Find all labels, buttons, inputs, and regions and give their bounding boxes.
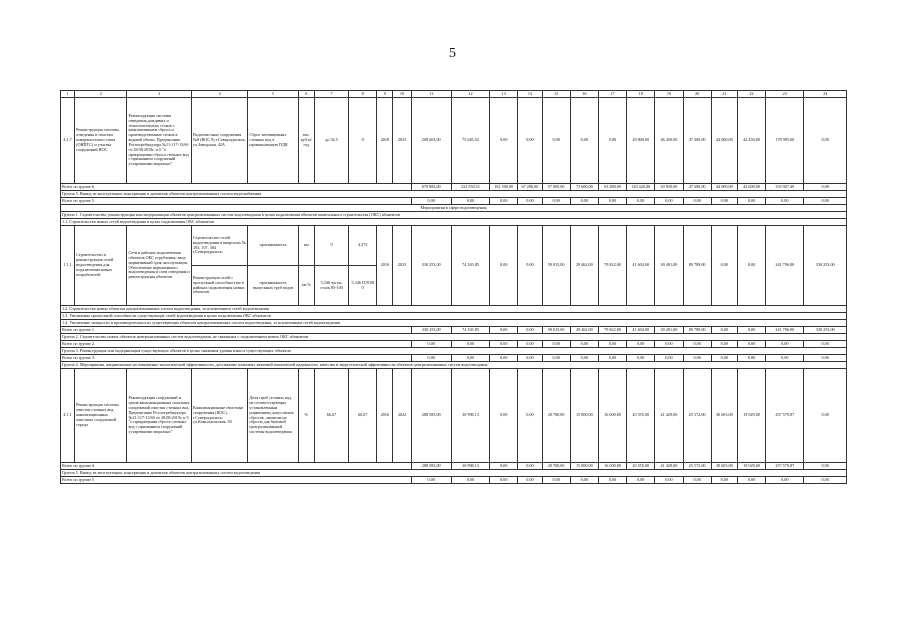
cell-value: 0,00 [490,198,518,205]
col-number: 10 [393,91,411,98]
total-label: Всего по группе 5 [61,477,412,484]
cell-value: 44 000,00 [711,98,737,184]
cell-value: 0,00 [490,463,518,470]
group-heading: Группа 4. Мероприятия, направленные на повышение экологической эффективности, достижение плановых значений показателей надежности, качества и энергетической эффективности объектов централизованных систем водоотведения [61,362,847,369]
group-total-row [61,341,847,348]
cell-value: 0,00 [518,198,542,205]
cell-value: 0,00 [711,198,737,205]
cell-value: 29 462,00 [570,226,598,306]
row-number: 4.1.1 [61,369,75,463]
cell-value: 30 998,13 [451,369,489,463]
cell-value: 0,00 [627,198,655,205]
indicator-name: Сброс неочищенных сточных вод в промышленную ПДК [248,98,298,184]
cell-value: 57 000,00 [542,184,570,191]
cell-value: 0,00 [598,98,626,184]
measure-name: Строительство и реконструкция сетей водоотведения для подключения новых потребителей [75,226,127,306]
cell-value: 0,00 [518,477,542,484]
cell-value: 257 579,87 [766,463,804,470]
cell-value: 330 253,00 [411,327,451,334]
total-label: Всего по группе 4. [61,463,412,470]
indicator-unit: км % [298,266,314,306]
measure-location: Строительство сетей водоотведения в кварталах № 103, 107, 304 г.Североуральск. [191,226,247,266]
cell-value: 20 555,00 [627,369,655,463]
cell-value: 0,00 [518,341,542,348]
cell-value: 0,00 [570,198,598,205]
cell-value: 47 300,00 [683,98,711,184]
cell-value: 0,00 [518,226,542,306]
cell-value: 0,00 [683,341,711,348]
cell-value: 288 585,00 [411,463,451,470]
col-number: 14 [518,91,542,98]
cell-value: 16 000,00 [598,463,626,470]
cell-value: 0,00 [804,463,847,470]
subgroup-heading: 1.1. Строительство новых сетей водоотведения в целях подключения ОКС абонентов [61,219,847,226]
cell-value: 0,00 [542,98,570,184]
cell-value: 0,00 [711,327,737,334]
end-year: 2023 [393,226,411,306]
section-heading: Мероприятия в сфере водоотведения [61,205,847,212]
cell-value: 0,00 [711,355,737,362]
cell-value: 241 796,00 [766,327,804,334]
value-after: 4,372 [349,226,377,266]
cell-value: 0,00 [683,477,711,484]
col-number: 7 [314,91,348,98]
subgroup-heading: 1.3. Увеличение пропускной способности существующих сетей водоотведения в целях подключения ОКС абонентов [61,313,847,320]
value-before: до 34,5 [314,98,348,184]
cell-value: 0,00 [542,198,570,205]
subgroup-heading-row [61,306,847,313]
indicator-unit: тыс. куб.м/год [298,98,314,184]
col-number: 20 [683,91,711,98]
cell-value: 0,00 [451,198,489,205]
cell-value: 0,00 [518,355,542,362]
cell-value: 0,00 [766,477,804,484]
column-number-row [61,91,847,98]
section-heading-row [61,205,847,212]
cell-value: 670 882,00 [411,184,451,191]
cell-value: 30 998,13 [451,463,489,470]
value-before: 66,67 [314,369,348,463]
group-heading: Группа 5. Вывод из эксплуатации, консервация и демонтаж объектов централизованных систем водоотведения [61,470,847,477]
cell-value: 241 796,00 [766,226,804,306]
cell-value: 0,00 [804,184,847,191]
cell-value: 0,00 [737,355,765,362]
cell-value: 0,00 [711,341,737,348]
cell-value: 0,00 [542,355,570,362]
group-heading-row [61,348,847,355]
cell-value: 0,00 [655,355,683,362]
cell-value: 0,00 [598,341,626,348]
col-number: 17 [598,91,626,98]
col-number: 3 [127,91,191,98]
cell-value: 20 700,00 [542,369,570,463]
cell-value: 0,00 [518,369,542,463]
measure-name: Реконструкция системы отведения и очистки поверхностного стока (ОНПТС) и участка сооружений ВОС [75,98,127,184]
cell-value: 0,00 [655,198,683,205]
cell-value: 0,00 [766,355,804,362]
total-label: Всего по группе 3. [61,355,412,362]
cell-value: 79 822,00 [598,327,626,334]
start-year: 2018 [377,98,393,184]
cell-value: 0,00 [737,327,765,334]
value-after: 0 [349,98,377,184]
cell-value: 15 000,00 [570,369,598,463]
cell-total: 288 585,00 [411,369,451,463]
cell-value: 0,00 [598,477,626,484]
cell-value: 0,00 [451,341,489,348]
cell-value: 0,00 [490,477,518,484]
table-row [61,98,847,184]
cell-value: 0,00 [411,341,451,348]
col-number: 6 [298,91,314,98]
cell-value: 75 645,52 [451,98,489,184]
cell-value: 0,00 [804,355,847,362]
value-before: 0 [314,226,348,266]
cell-value: 0,00 [518,327,542,334]
cell-value: 0,00 [737,226,765,306]
cell-value: 0,00 [711,477,737,484]
cell-value: 41 429,00 [655,369,683,463]
cell-value: 15 000,00 [570,463,598,470]
cell-value: 89 789,00 [683,226,711,306]
cell-value: 0,00 [766,198,804,205]
start-year: 2016 [377,226,393,306]
cell-value: 0,00 [451,477,489,484]
cell-value: 0,00 [737,198,765,205]
cell-value: 0,00 [655,477,683,484]
cell-value: 74 165,85 [451,226,489,306]
col-number: 15 [542,91,570,98]
cell-value: 20 700,00 [542,463,570,470]
cell-total: 208 603,00 [411,98,451,184]
cell-value: 59 015,00 [542,226,570,306]
col-number: 4 [191,91,247,98]
cell-value: 0,00 [570,98,598,184]
cell-value: 0,00 [490,341,518,348]
cell-value: 0,00 [490,98,518,184]
group-total-row [61,327,847,334]
cell-value: 73 600,00 [570,184,598,191]
col-number: 19 [655,91,683,98]
cell-value: 20 555,00 [627,463,655,470]
col-number: 21 [711,91,737,98]
cell-value: 0,00 [518,98,542,184]
cell-value: 333 907,49 [766,184,804,191]
cell-value: 19 029,00 [737,369,765,463]
cell-value: 30 491,00 [655,226,683,306]
cell-value: 0,00 [683,198,711,205]
cell-value: 330 253,00 [804,327,847,334]
group-heading: Группа 2. Строительство новых объектов централизованных систем водоотведения, не связанных с подключением новых ОКС абонентов [61,334,847,341]
cell-value: 0,00 [570,355,598,362]
cell-value: 59 015,00 [542,327,570,334]
start-year: 2016 [377,369,393,463]
cell-value: 0,00 [490,226,518,306]
total-label: Всего по группе 1. [61,327,412,334]
total-label: Всего по группе 2. [61,341,412,348]
row-number: 4.1.7 [61,98,75,184]
cell-value: 0,00 [804,369,847,463]
cell-value: 0,00 [411,198,451,205]
measure-location: Канализационные очистные сооружения (КОС), г.Североуральск, ул.Комсомольская, 30 [191,369,247,463]
cell-value: 0,00 [737,341,765,348]
cell-value: 0,00 [804,341,847,348]
cell-value: 30 603,00 [711,369,737,463]
cell-value: 0,00 [570,477,598,484]
cell-value: 20 850,00 [655,184,683,191]
group-total-row [61,198,847,205]
measure-location: Водоочистные сооружения №8 (ВОС 8) г.Североуральск, ул.Заводская, 42А [191,98,247,184]
indicator-unit: % [298,369,314,463]
col-number: 22 [737,91,765,98]
cell-value: 16 000,00 [598,369,626,463]
value-after: 5,346 ПЭ100 0 [349,266,377,306]
cell-value: 79 822,00 [598,226,626,306]
value-after: 66,67 [349,369,377,463]
group-heading-row [61,212,847,219]
cell-value: 25 572,00 [683,369,711,463]
total-label: Всего по группе 5. [61,198,412,205]
value-before: 5,346 чугун, сталь 85-100 [314,266,348,306]
group-total-row [61,463,847,470]
subgroup-heading: 1.2. Строительство новых объектов централизованных систем водоотведения, за исключением сетей водоотведения [61,306,847,313]
cell-value: 63 280,00 [598,184,626,191]
cell-value: 47 300,00 [683,184,711,191]
indicator-unit: км [298,226,314,266]
cell-value: 74 165,85 [451,327,489,334]
cell-value: 41 604,00 [627,327,655,334]
table-row [61,369,847,463]
cell-value: 0,00 [490,369,518,463]
subgroup-heading-row [61,320,847,327]
cell-value: 0,00 [804,477,847,484]
cell-value: 0,00 [411,477,451,484]
cell-value: 0,00 [627,355,655,362]
cell-value: 25 572,00 [683,463,711,470]
cell-value: 0,00 [627,341,655,348]
cell-value: 0,00 [804,198,847,205]
cell-value: 178 985,00 [766,98,804,184]
col-number: 18 [627,91,655,98]
cell-value: 0,00 [711,226,737,306]
cell-value: 19 029,00 [737,463,765,470]
group-heading-row [61,470,847,477]
cell-value: 0,00 [451,355,489,362]
cell-value: 0,00 [542,341,570,348]
group-heading: Группа 1. Строительство, реконструкция или модернизация объектов централизованных систем водоотведения в целях подключения объектов капитального строительства (ОКС) абонентов [61,212,847,219]
col-number: 1 [61,91,75,98]
indicator-name: протяженность [248,226,298,266]
cell-value: 20 800,00 [627,98,655,184]
cell-value: 42 600,00 [737,184,765,191]
group-heading: Группа 5. Вывод из эксплуатации, консервация и демонтаж объектов централизованных систем водоснабжения [61,191,847,198]
page-number: 5 [449,46,456,61]
cell-value: 0,00 [490,327,518,334]
indicator-name: протяженность выпускных труб водов [248,266,298,306]
group-total-row [61,184,847,191]
cell-value: 0,00 [518,463,542,470]
col-number: 2 [75,91,127,98]
col-number: 16 [570,91,598,98]
indicator-name: Доля проб сточных вод, не соответствующих установленным нормативам допустимых сбросов, лимитам на сбросы для бытовой централизованной системы водоотведения [248,369,298,463]
total-label: Всего по группе 6. [61,184,412,191]
col-number: 9 [377,91,393,98]
subgroup-heading-row [61,219,847,226]
cell-value: 0,00 [655,341,683,348]
col-number: 24 [804,91,847,98]
cell-value: 330 253,00 [804,226,847,306]
group-total-row [61,355,847,362]
cell-total: 330 253,00 [411,226,451,306]
cell-value: 0,00 [570,341,598,348]
cell-value: 0,00 [683,355,711,362]
cell-value: 29 462,00 [570,327,598,334]
cell-value: 0,00 [804,98,847,184]
cell-value: 0,00 [598,198,626,205]
group-heading-row [61,334,847,341]
cell-value: 0,00 [598,355,626,362]
measure-name: Реконструкция системы очистки сточных вод канализационных очистных сооружений города [75,369,127,463]
cell-value: 30 491,00 [655,327,683,334]
cell-value: 89 789,00 [683,327,711,334]
cell-value: 42 450,00 [737,98,765,184]
cell-value: 44 000,00 [711,184,737,191]
subgroup-heading: 1.4. Увеличение мощности и производительности существующих объектов централизованных систем водоотведения, за исключением сетей водоотведения [61,320,847,327]
cell-value: 120 420,00 [627,184,655,191]
cell-value: 30 603,00 [711,463,737,470]
measure-basis: Сети в районах подключения объектов ОКС угрубления; ввод нормативный срок эксплуатации. Обеспечение нормативного водоотведения и схем отведения и реконструкция объектов [127,226,191,306]
group-heading-row [61,362,847,369]
subgroup-heading-row [61,313,847,320]
cell-value: 0,00 [411,355,451,362]
cell-value: 0,00 [737,477,765,484]
cell-value: 41 604,00 [627,226,655,306]
end-year: 2023 [393,98,411,184]
measure-basis: Реконструкция сооружений и цехов канализационных очистных сооружений очистки сточных вод. Предписание Роспотребнадзора №11-117-13/бб от 28.08.2019г. п.5 "о прекращении сброса сточных вод с признанием сооружений устаревшими морально" [127,369,191,463]
col-number: 8 [349,91,377,98]
table-row [61,226,847,266]
group-heading-row [61,191,847,198]
col-number: 5 [248,91,298,98]
cell-value: 0,00 [542,477,570,484]
cell-value: 0,00 [766,341,804,348]
measure-basis: Реконструкция системы отведения дождевых и технологических стоков с канализованием сброса и производственных стоков в водный объект. Предписание Роспотребнадзора №11-117-13/бб от 28.08.2019г. п.5 "о прекращении сброса сточных вод с признанием сооружений устаревшими морально" [127,98,191,184]
cell-value: 257 579,87 [766,369,804,463]
cell-value: 46 450,00 [655,98,683,184]
cell-value: 41 429,00 [655,463,683,470]
group-total-row [61,477,847,484]
cell-value: 161 500,00 [490,184,518,191]
investment-program-table [60,90,847,484]
col-number: 13 [490,91,518,98]
cell-value: 522 594,51 [451,184,489,191]
group-heading: Группа 3. Реконструкция или модернизация существующих объектов в целях снижения уровня износа существующих объектов. [61,348,847,355]
row-number: 1.1.1 [61,226,75,306]
col-number: 11 [411,91,451,98]
cell-value: 0,00 [490,355,518,362]
col-number: 12 [451,91,489,98]
cell-value: 67 290,00 [518,184,542,191]
end-year: 2022 [393,369,411,463]
cell-value: 0,00 [627,477,655,484]
col-number: 23 [766,91,804,98]
measure-location: Реконструкция сетей с пропускной способностью в районах подключения новых объектов. [191,266,247,306]
